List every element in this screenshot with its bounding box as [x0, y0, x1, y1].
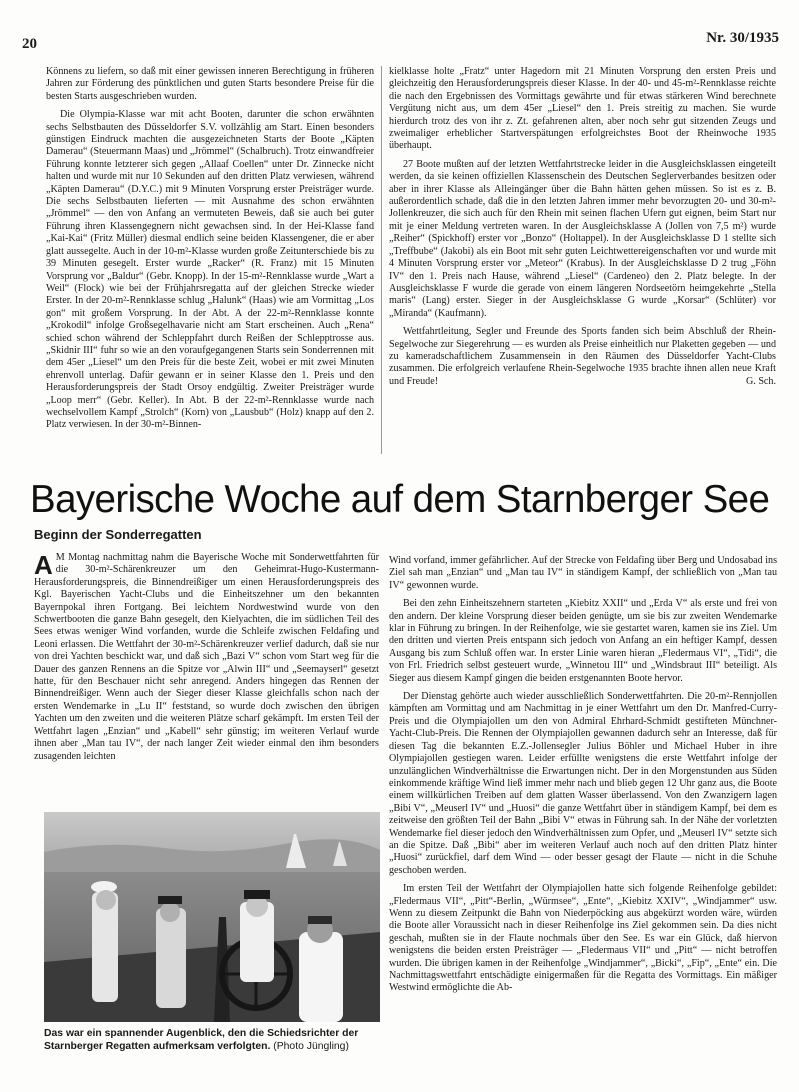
photo-credit: (Photo Jüngling) — [273, 1040, 349, 1052]
paragraph — [34, 552, 379, 763]
photo-illustration — [44, 812, 380, 1022]
article-right-column — [389, 555, 777, 1085]
column-divider — [381, 66, 382, 454]
article-headline: Bayerische Woche auf dem Starnberger See — [30, 478, 770, 521]
paragraph: Bei den zehn Einheitszehnern starteten „Kiebitz XXII“ und „Erda V“ als erste und frei von den andern. Der kleine Vorsprung dieser beiden genügte, um sie bis zur zweiten Wendemarke klar in Führung zu bringen. In der Reihenfolge, wie sie gestartet waren, kamen sie ins Ziel. Um den dritten und vierten Preis entspann sich jedoch von Anfang an ein heftiger Kampf, dessen Ausgang bis zum Schluß offen war. In erster Linie waren hieran „Fledermaus VI“, „Tidi“, die von Frl. Friedrich selbst gesteuert wurde, „Winnetou III“ und „Windsbraut III“ beteiligt. Als Sieger aus diesem Kampf gingen die beiden erstgenannten Boote hervor. — [389, 598, 777, 684]
paragraph: kielklasse holte „Fratz“ unter Hagedorn mit 21 Minuten Vorsprung den ersten Preis und gleichzeitig den Herausforderungspreis dieser Klasse. In der 40- und 45-m²-Rennklasse reichte die nach den Ergebnissen des Vormittags gewährte und für etwas stärkeren Wind berechnete Vergütung nicht aus, um dem 45er „Liesel“ den 1. Preis streitig zu machen. Sie wurde hierdurch trotz des von ihr z. Zt. gefahrenen alten, aber noch sehr gut sitzenden Zeugs und zweimaliger erheblicher Startverspätungen erfolgreichstes Boot der Rheinwoche 1935 überhaupt. — [389, 66, 776, 152]
paragraph: Könnens zu liefern, so daß mit einer gewissen inneren Berechtigung in früheren Jahren zur Förderung des pünktlichen und guten Starts besondere Preise für die besten Starts ausgeschrieben wurden. — [46, 66, 374, 102]
regatta-photo — [44, 812, 380, 1022]
top-right-column — [389, 66, 776, 456]
paragraph: Die Olympia-Klasse war mit acht Booten, darunter die schon erwähnten sechs Selbstbauten des Düsseldorfer S.V. vollzählig am Start. Einen besonders günstigen Eindruck machten die ausgezeichneten Starts der Boote „Käpten Damerau“ (Steuermann Maas) und „Jrömmel“ (Schalbruch). Trotz einwandfreier Führung konnte letzterer sich gegen „Allaaf Coellen“ unter Dr. Zinnecke nicht halten und wurde mit nur 10 Sekunden auf den dritten Platz verwiesen, während „Käpten Damerau“ (D.Y.C.) mit 9 Minuten Vorsprung erster Preisträger wurde. Die sechs Selbstbauten lieferten — mit Ausnahme des schon erwähnten „Jrömmel“ — den von Anfang an vermuteten Beweis, daß sie auch bei guter Führung ihren Klassengegnern nicht gewachsen sind. In der Hei-Klasse fand „Kai-Kai“ (Fritz Müller) diesmal endlich seine beiden Klassengener, die er aber glatt aussegelte. Auch in der 10-m²-Klasse wurden große Zeitunterschiede bis zu 39 Minuten gesegelt. Erster wurde „Racker“ (R. Franz) mit 15 Minuten Vorsprung vor „Baldur“ (Gebr. Knopp). In der 15-m²-Rennklasse wurde „Wart a Weil“ (Flock) wie bei der Frühjahrsregatta auf der gleichen Strecke wieder Erster. In der 20-m²-Rennklasse schlug „Halunk“ (Haas) wie am Vormittag „Los gon“ mit großem Vorsprung. In der Abt. A der 22-m²-Rennklasse konnte „Krokodil“ infolge Großsegelhavarie nicht am Start erscheinen. Auch „Rena“ schied schon während der Schleppfahrt durch Reißen der Schlepptrosse aus. „Skidnir III“ fuhr so wie an den voraufgegangenen Starts sein Sonderrennen mit dem 45er „Liesel“ um den Preis für die beste Zeit, wobei er mit zwei Minuten ehrenvoll unterlag. Dafür gewann er in seiner Klasse den 1. Preis und den Herausforderungspreis der Stadt Orsoy endgültig. Zweiter Preisträger wurde „Loop merr“ (Gebr. Keller). In Abt. B der 22-m²-Rennklasse wurde nach wechselvollem Kampf „Strolch“ (Korn) von „Lausbub“ (Holz) knapp auf den 2. Platz verwiesen. In der 30-m²-Binnen- — [46, 109, 374, 431]
top-left-column — [46, 66, 374, 456]
paragraph: 27 Boote mußten auf der letzten Wettfahrtstrecke leider in die Ausgleichsklassen eingeteilt werden, da sie keinen offiziellen Klassenschein des Deutschen Seglerverbandes besitzen oder aber in ihrer Klasse als Alleingänger über die Bahn hätten gehen müssen. So ist es z. B. außerordentlich schade, daß die in den letzten Jahren immer mehr bevorzugten 20- und 30-m²-Jollenkreuzer, die sich auch für den Rhein mit seinen flachen Ufern gut eignen, beim Start nur mit je einer Meldung vertreten waren. In der Ausgleichsklasse A (Jollen von 7,5 m²) wurde „Reiher“ (Spickhoff) erster vor „Bonzo“ (Holtappel). In der Ausgleichsklasse D 1 stellte sich „Treffbube“ (Jakobi) als ein Boot mit sehr guten Leichtwettereigenschaften vor und wurde mit 4 Minuten Vorsprung erster vor „Meteor“ (Krabus). In der Ausgleichsklasse D 2 trug „Föhn IV“ den 1. Preis nach Hause, während „Liesel“ (Cardeneo) den 2. Platz belegte. In der Ausgleichsklasse F wurde die gerade von einem längeren Nordseetörn heimgekehrte „Stella maris“ (Lang) erster. Sieger in der Ausgleichsklasse G wurde „Korsar“ (Schlüter) vor „Miranda“ (Kaufmann). — [389, 158, 776, 319]
photo-caption — [44, 1028, 384, 1053]
article-left-column — [34, 552, 379, 792]
paragraph-text: M Montag nachmittag nahm die Bayerische Woche mit Sonderwettfahrten für die 30-m²-Schärenkreuzer um den Geheimrat-Hugo-Kustermann-Herausforderungspreis, die Binnendreißiger um einen Herausforderungspreis des Kgl. Bayerischen Yacht-Clubs und die Einheitszehner um den bekannten Bayernpokal ihren Fortgang. Bei leichtem Nordwestwind wurde von den Schwertbooten die ganze Bahn gesegelt, den Kielyachten, die im südlichen Teil des Sees etwas weniger Wind vorfanden, wurde die Schleife zwischen Feldafing und Leoni erlassen. Die Wettfahrt der 30-m²-Schärenkreuzer verlief dadurch, daß sie nur von drei Yachten beschickt war, und daß sich „Bazi V“ schon vom Start weg für die Dauer des ganzen Rennens an die Spitze vor „Alwin III“ und „Seemayserl“ gesetzt hatte, für den Beschauer nicht sehr anregend. Anders hingegen das Rennen der Binnendreißiger. Wenn auch der Sieger dieser Klasse gleichfalls schon nach der ersten Wendemarke in „Lu II“ feststand, so wurde doch zwischen den übrigen Yachten um den zweiten und die weiteren Plätze scharf gekämpft. Im ersten Teil der Wettfahrt lagen „Enzian“ und „Kabell“ sehr günstig; im weiteren Verlauf wurde ihnen aber „Man tau IV“, der nach langer Zeit wieder einmal den ihm besonders zusagenden leichten — [34, 552, 379, 762]
paragraph: Der Dienstag gehörte auch wieder ausschließlich Sonderwettfahrten. Die 20-m²-Rennjollen kämpften am Vormittag und am Nachmittag in je einer Wettfahrt um den Dr. Manfred-Curry-Preis und die Olympiajollen um den von Admiral Ehrhard-Schmidt gestifteten Münchner-Yacht-Club-Preis. Die Rennen der Olympiajollen gewannen dadurch sehr an Interesse, daß für diesen Tag die bekannten E.Z.-Jollensegler Julius Böhler und Michael Huber in ihre Olympiajollen gestiegen waren. Leider erfüllte wenigstens die erste Wettfahrt infolge der unzulänglichen Windverhältnisse die Erwartungen nicht. Der in den Morgenstunden aus Süden einkommende kräftige Wind ließ immer mehr nach und blieb gegen 12 Uhr ganz aus, die Boote einem willkürlichen Treiben auf dem glatten Wasser überlassend. Von den Zwanzigern lagen „Bibi V“, „Meuserl IV“ und „Huosi“ die ganze Wettfahrt über in ständigem Kampf, bei dem es zeitweise den größten Teil der Bahn „Bibi V“ etwas in Führung sah. In der Nähe der vorletzten Wendemarke fiel dieser jedoch den Windverhältnissen zum Opfer, und „Meuserl IV“ setzte sich an die Spitze. Daß „Bibi“ aber im weiteren Verlauf auch noch auf den dritten Platz hinter „Huosi“ zurückfiel, darf dem Wind — oder besser gesagt der Flaute — nicht in die Schuhe geschoben werden. — [389, 691, 777, 876]
drop-cap: A — [34, 552, 53, 580]
issue-number: Nr. 30/1935 — [706, 30, 779, 46]
page-number: 20 — [22, 36, 37, 52]
paragraph-text: Wettfahrtleitung, Segler und Freunde des Sports fanden sich beim Abschluß der Rhein-Segelwoche zur Siegerehrung — es wurden als Preise einheitlich nur Plaketten gegeben — und zu kameradschaftlichem Zusammensein in den Räumen des Düsseldorfer Yacht-Clubs zusammen. Die erfolgreich verlaufene Rhein-Segelwoche 1935 brachte ihnen allen neue Kraft und Freude! — [389, 326, 776, 387]
article-subheadline: Beginn der Sonderregatten — [34, 527, 202, 542]
author-signature: G. Sch. — [745, 375, 776, 387]
paragraph: Wind vorfand, immer gefährlicher. Auf der Strecke von Feldafing über Berg und Undosabad ins Ziel sah man „Enzian“ und „Man tau IV“ in ständigem Kampf, der schließlich von „Man tau IV“ gewonnen wurde. — [389, 555, 777, 591]
paragraph — [389, 326, 776, 388]
caption-text: Das war ein spannender Augenblick, den die Schiedsrichter der Starnberger Regatten aufmerksam verfolgten. — [44, 1028, 359, 1052]
paragraph: Im ersten Teil der Wettfahrt der Olympiajollen hatte sich folgende Reihenfolge gebildet: „Fledermaus VII“, „Pitt“-Berlin, „Würmsee“, „Ente“, „Kiebitz XXIV“, „Windjammer“ usw. Wenn zu diesem Zeitpunkt die Bahn von Niederpöcking aus abgekürzt worden wäre, würden die Boote aller Voraussicht nach in dieser Reihenfolge ins Ziel gekommen sein. Da dies nicht geschah, mußten sie in der Flaute nochmals über den See. Es war ein Glück, daß hiervon wenigstens die beiden ersten Preisträger — „Fledermaus VII“ und „Pitt“ — nicht betroffen wurden. Die übrigen kamen in der Reihenfolge „Windjammer“, „Bicki“, „Fip“, „Ente“ ein. Die Nachmittagswettfahrt entschädigte einigermaßen für die Regatta des Vormittags. Ein mäßiger Westwind ermöglichte die Ab- — [389, 883, 777, 994]
